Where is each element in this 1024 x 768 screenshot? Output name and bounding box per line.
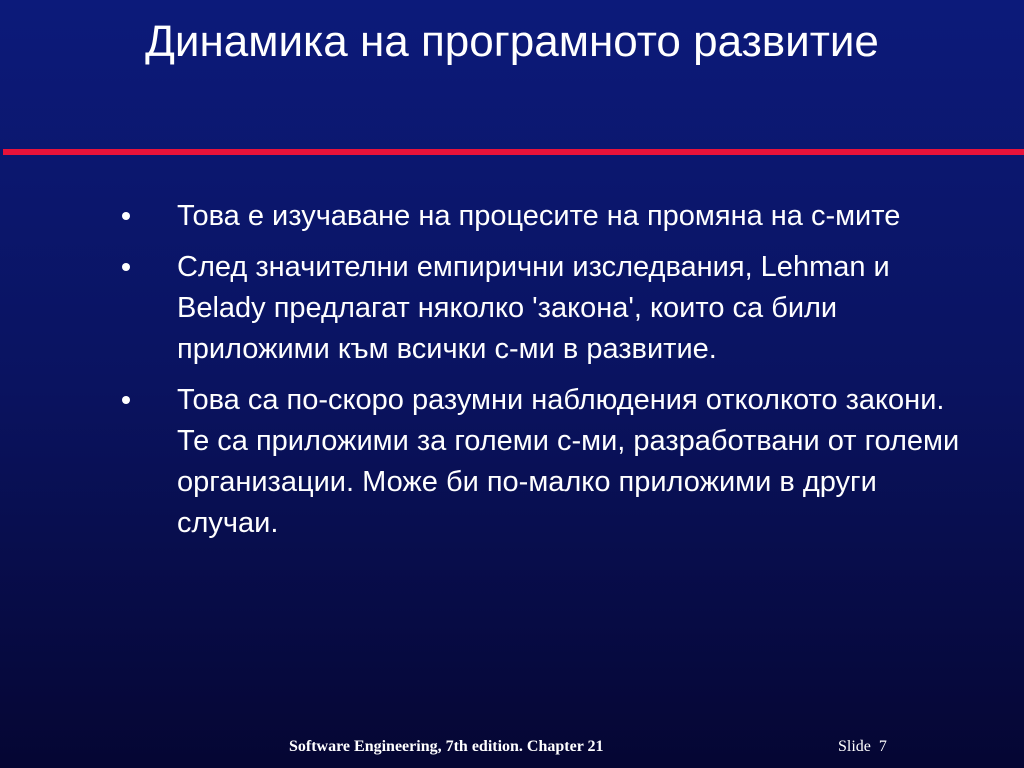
- bullet-item: [0, 380, 967, 544]
- footer-slide-indicator: [838, 738, 887, 756]
- bullet-list: [0, 196, 1024, 554]
- slide-number: 7: [878, 738, 887, 755]
- bullet-icon: [122, 396, 130, 404]
- bullet-text: След значителни емпирични изследвания, Lehman и Belady предлагат няколко 'закона', които са били приложими към всички с-ми в развитие.: [177, 251, 890, 365]
- bullet-text: Това са по-скоро разумни наблюдения отколкото закони. Те са приложими за големи с-ми, разработвани от големи организации. Може би по-малко приложими в други случаи.: [177, 384, 960, 539]
- bullet-item: [0, 247, 967, 370]
- bullet-item: [0, 196, 967, 237]
- title-divider: [3, 149, 1024, 155]
- slide-title: Динамика на програмното развитие: [145, 17, 879, 66]
- slide-label: Slide: [838, 738, 871, 755]
- bullet-icon: [122, 263, 130, 271]
- bullet-icon: [122, 212, 130, 220]
- footer-source: Software Engineering, 7th edition. Chapter 21: [289, 738, 604, 755]
- bullet-text: Това е изучаване на процесите на промяна на с-мите: [177, 200, 901, 232]
